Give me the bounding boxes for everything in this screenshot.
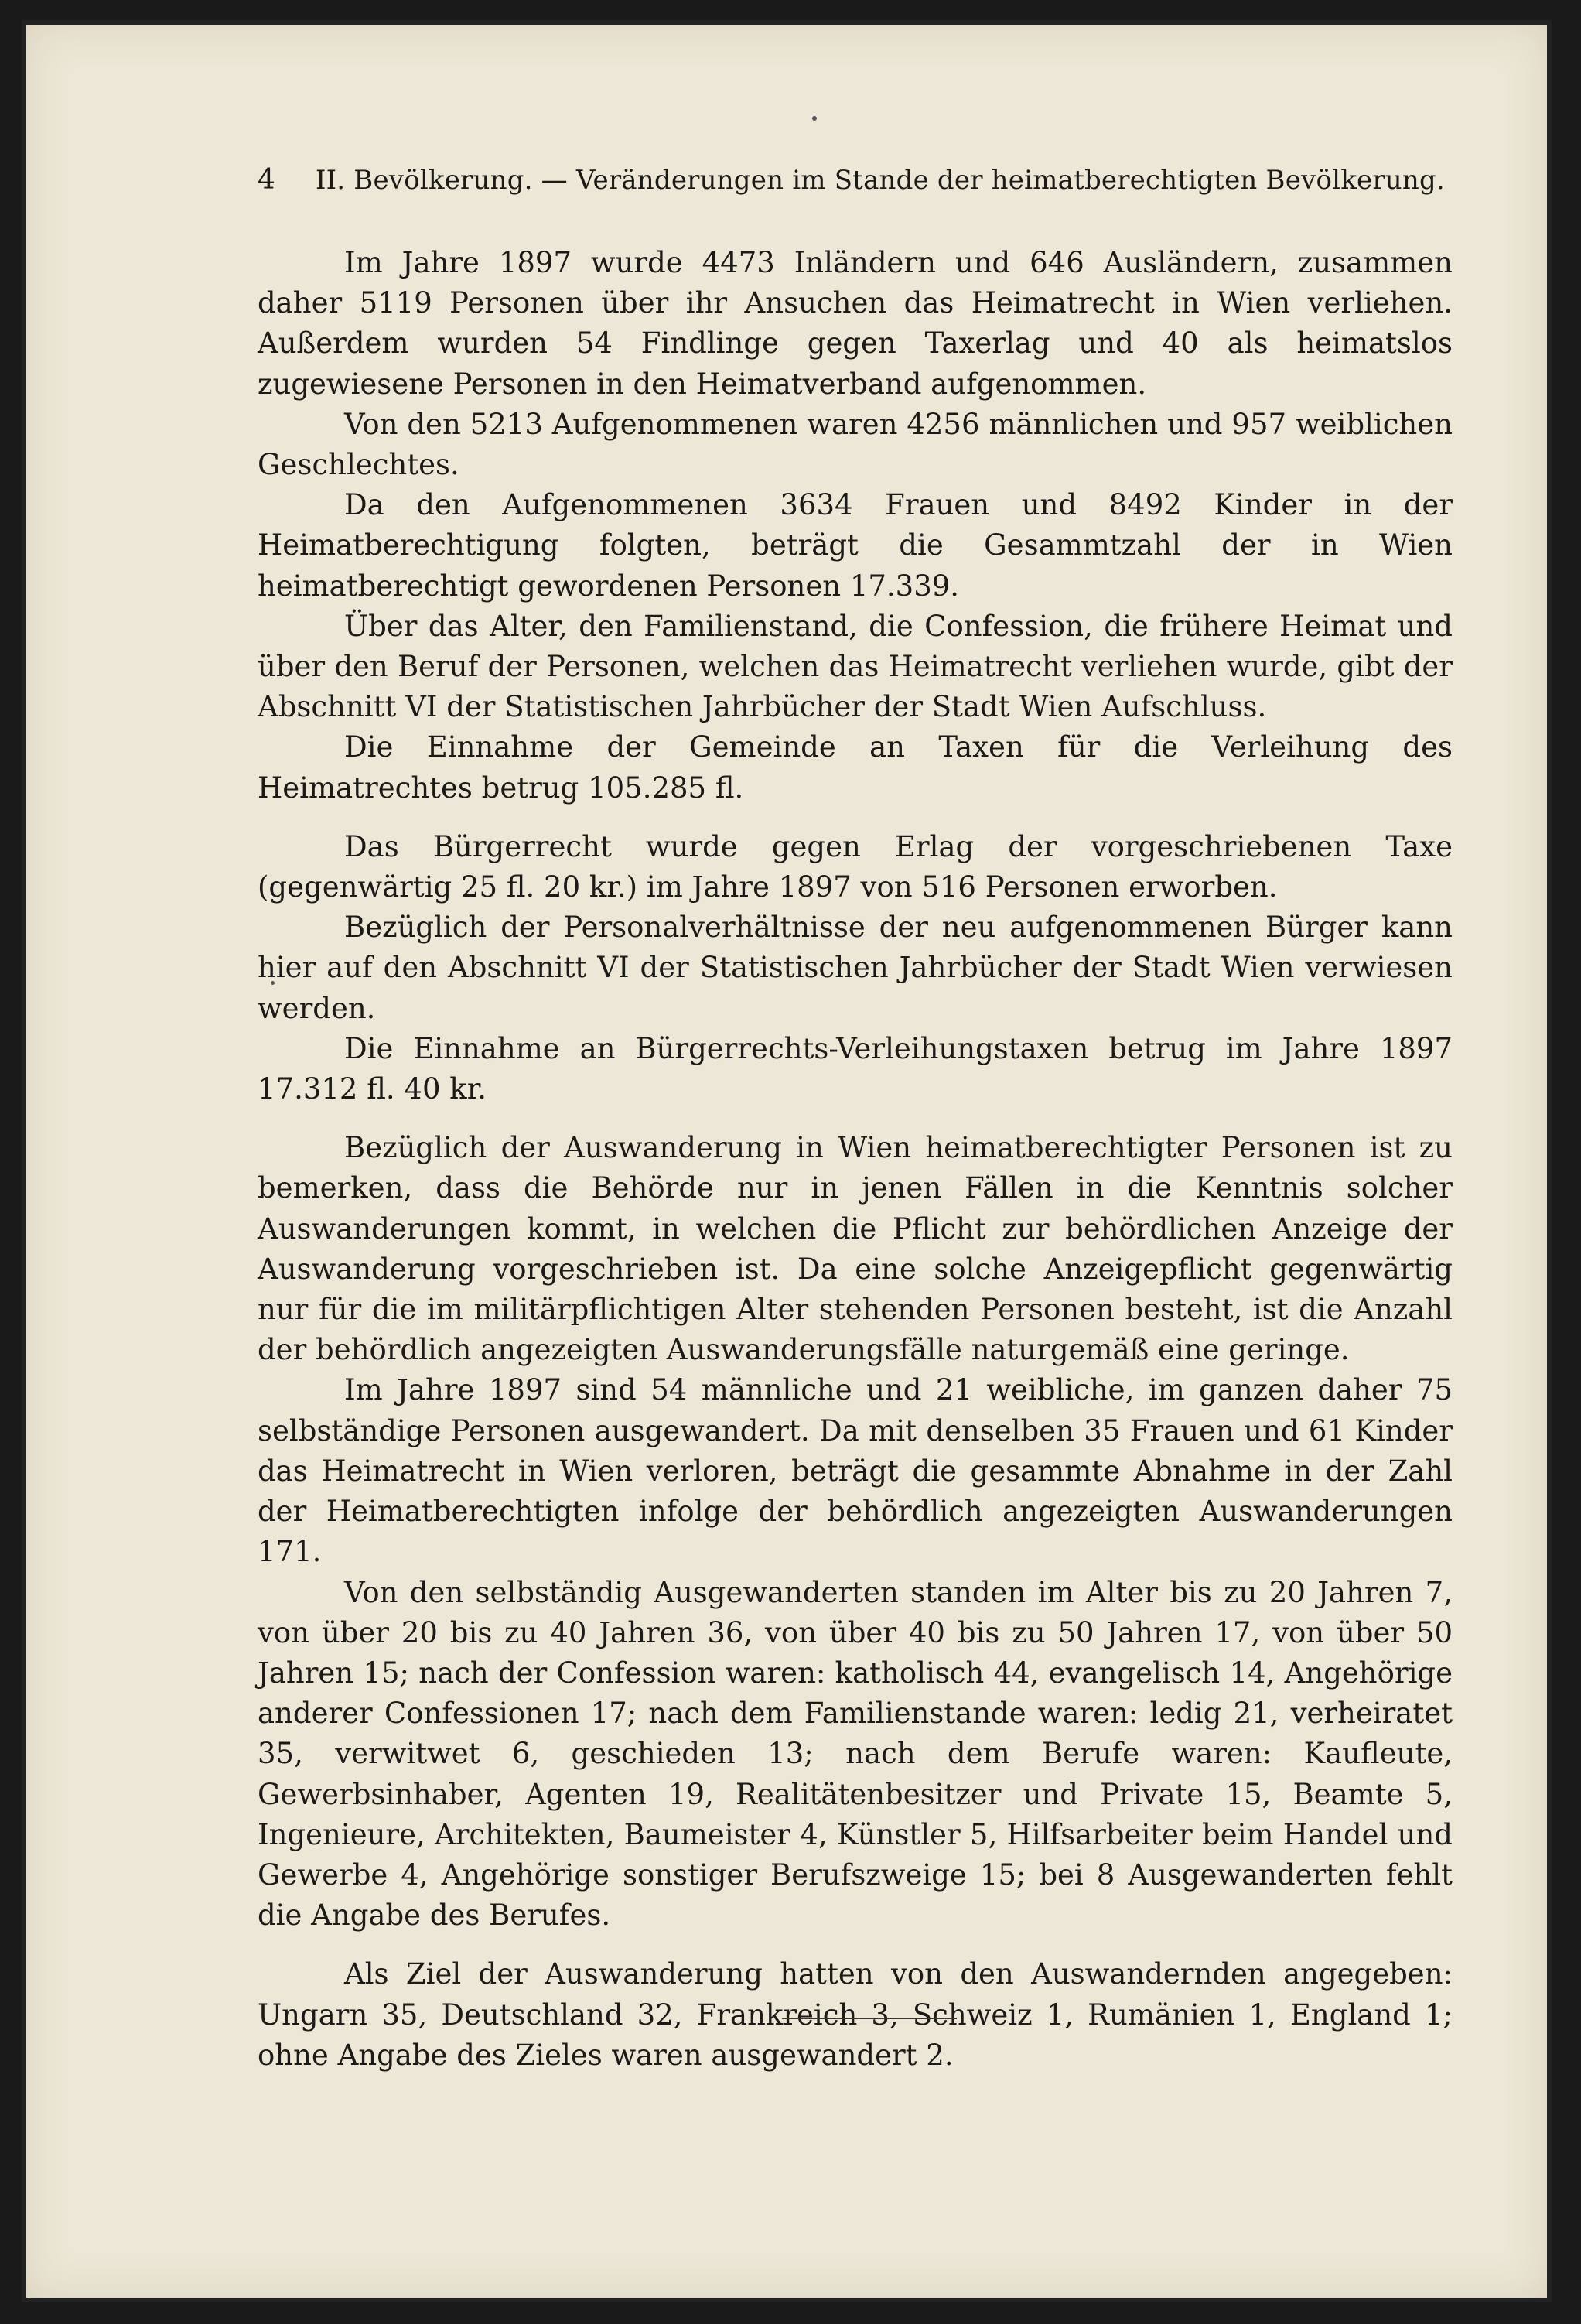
paragraph-buergerrecht-taxes: Die Einnahme an Bürgerrechts-Verleihungstaxen betrug im Jahre 1897 17.312 fl. 40 kr. xyxy=(258,1031,1453,1106)
paragraph-buergerrecht: Das Bürgerrecht wurde gegen Erlag der vorgeschriebenen Taxe (gegenwärtig 25 fl. 20 kr.) im Jahre 1897 von 516 Personen erworben. xyxy=(258,829,1453,904)
document-page xyxy=(22,20,1552,2302)
body-text xyxy=(258,243,1453,2076)
running-head-title: II. Bevölkerung. — Veränderungen im Stande der heimatberechtigten Bevölkerung. xyxy=(316,165,1445,196)
paragraph-emigration-destinations: Als Ziel der Auswanderung hatten von den Auswandernden angegeben: Ungarn 35, Deutschland 32, Frankreich 3, Schweiz 1, Rumänien 1, England 1; ohne Angabe des Zieles waren ausgewandert 2. xyxy=(258,1957,1453,2072)
closing-rule xyxy=(782,2018,957,2019)
paragraph-emigration-intro: Bezüglich der Auswanderung in Wien heimatberechtigter Personen ist zu bemerken, dass die Behörde nur in jenen Fällen in die Kenntnis solcher Auswanderungen kommt, in welchen die Pflicht zur behördlichen Anzeige der Auswanderung vorgeschrieben ist. Da eine solche Anzeigepflicht gegenwärtig nur für die im militärpflichtigen Alter stehenden Personen besteht, ist die Anzahl der behördlich angezeigten Auswanderungsfälle naturgemäß eine geringe. xyxy=(258,1131,1453,1367)
page-number: 4 xyxy=(258,164,276,196)
paragraph-reference-abschnitt-vi: Über das Alter, den Familienstand, die Confession, die frühere Heimat und über den Beruf der Personen, welchen das Heimatrecht verliehen wurde, gibt der Abschnitt VI der Statistischen Jahrbücher der Stadt Wien Aufschluss. xyxy=(258,609,1453,724)
running-head xyxy=(258,164,1445,196)
paragraph-emigrant-breakdown: Von den selbständig Ausgewanderten standen im Alter bis zu 20 Jahren 7, von über 20 bis zu 40 Jahren 36, von über 40 bis zu 50 Jahren 17, von über 50 Jahren 15; nach der Confession waren: katholisch 44, evangelisch 14, Angehörige anderer Confessionen 17; nach dem Familienstande waren: ledig 21, verheiratet 35, verwitwet 6, geschieden 13; nach dem Berufe waren: Kaufleute, Gewerbsinhaber, Agenten 19, Realitätenbesitzer und Private 15, Beamte 5, Ingenieure, Architekten, Baumeister 4, Künstler 5, Hilfsarbeiter beim Handel und Gewerbe 4, Angehörige sonstiger Berufszweige 15; bei 8 Ausgewanderten fehlt die Angabe des Berufes. xyxy=(258,1575,1453,1933)
paragraph-total-heimatberechtigt: Da den Aufgenommenen 3634 Frauen und 8492 Kinder in der Heimatberechtigung folgten, beträgt die Gesammtzahl der in Wien heimatberechtigt gewordenen Personen 17.339. xyxy=(258,488,1453,603)
paragraph-sex-distribution: Von den 5213 Aufgenommenen waren 4256 männlichen und 957 weiblichen Geschlechtes. xyxy=(258,407,1453,482)
paragraph-heimatrecht-taxes: Die Einnahme der Gemeinde an Taxen für die Verleihung des Heimatrechtes betrug 105.285 fl. xyxy=(258,730,1453,805)
paragraph-emigration-1897: Im Jahre 1897 sind 54 männliche und 21 weibliche, im ganzen daher 75 selbständige Personen ausgewandert. Da mit denselben 35 Frauen und 61 Kinder das Heimatrecht in Wien verloren, beträgt die gesammte Abnahme in der Zahl der Heimatberechtigten infolge der behördlich angezeigten Auswanderungen 171. xyxy=(258,1373,1453,1569)
paragraph-buerger-personal: Bezüglich der Personalverhältnisse der neu aufgenommenen Bürger kann hier auf den Abschnitt VI der Statistischen Jahrbücher der Stadt Wien verwiesen werden. xyxy=(258,911,1453,1025)
ink-speck xyxy=(812,116,817,121)
paragraph-naturalization: Im Jahre 1897 wurde 4473 Inländern und 646 Ausländern, zusammen daher 5119 Personen über ihr Ansuchen das Heimatrecht in Wien verliehen. Außerdem wurden 54 Findlinge gegen Taxerlag und 40 als heimatslos zugewiesene Personen in den Heimatverband aufgenommen. xyxy=(258,246,1453,401)
